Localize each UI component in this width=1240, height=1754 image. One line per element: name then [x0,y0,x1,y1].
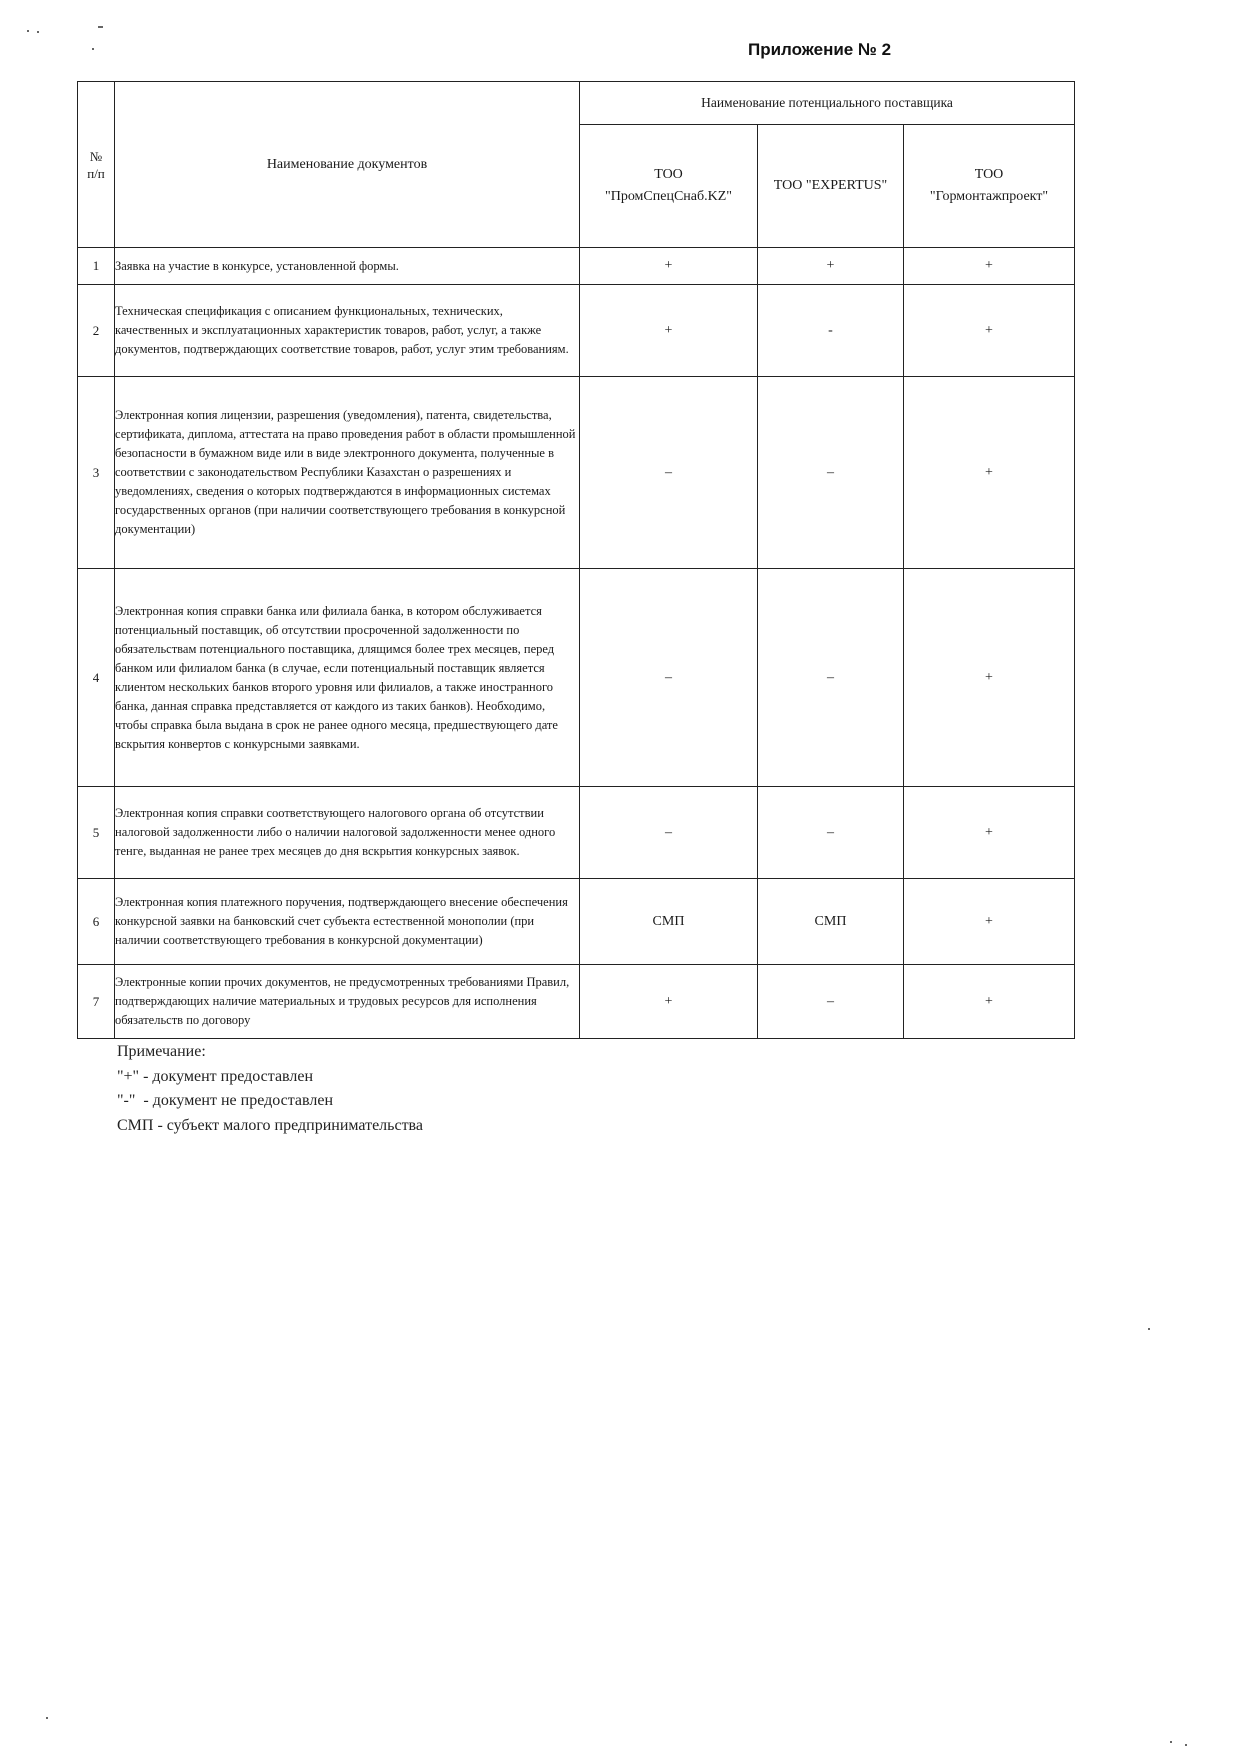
company-3-line2: "Гормонтажпроект" [929,189,1049,204]
scan-speck [1148,1328,1150,1330]
row-number: 5 [78,787,115,879]
mark-company-3: + [904,879,1075,965]
row-number: 2 [78,285,115,377]
company-1-line2: "ПромСпецСнаб.KZ" [605,189,732,204]
scan-speck [1185,1744,1187,1746]
mark-company-2: - [758,285,904,377]
document-name: Электронная копия лицензии, разрешения (уведомления), патента, свидетельства, сертификата, диплома, аттестата на право проведения работ в области промышленной безопасности в бумажном виде или в виде электронного документа, полученные в соответствии с законодательством Республики Казахстан о разрешениях и уведомлениях, сведения о которых подтверждаются в информационных системах государственных органов (при наличии соответствующего требования в конкурсной документации) [115,377,580,569]
company-2-line1: ТОО "EXPERTUS" [773,178,888,193]
column-header-number [78,82,115,248]
scan-speck [27,30,29,32]
table-row [78,787,1075,879]
row-number: 3 [78,377,115,569]
mark-company-3: + [904,285,1075,377]
mark-company-2: – [758,377,904,569]
scan-speck [37,31,39,33]
mark-company-1: + [580,965,758,1039]
document-name: Техническая спецификация с описанием функциональных, технических, качественных и эксплуатационных характеристик товаров, работ, услуг, а также документов, подтверждающих соответствие товаров, работ, услуг этим требованиям. [115,285,580,377]
company-3-line1: ТОО [974,167,1004,182]
table-row [78,879,1075,965]
table-row [78,248,1075,285]
number-sign: № [89,148,103,164]
document-name: Электронная копия платежного поручения, подтверждающего внесение обеспечения конкурсной заявки на банковский счет субъекта естественной монополии (при наличии соответствующего требования в конкурсной документации) [115,879,580,965]
notes-title: Примечание: [117,1043,206,1060]
mark-company-1: СМП [580,879,758,965]
column-header-supplier-group: Наименование потенциального поставщика [580,82,1075,125]
mark-company-3: + [904,965,1075,1039]
mark-company-1: – [580,569,758,787]
table-row [78,965,1075,1039]
mark-company-3: + [904,569,1075,787]
note-smp: СМП - субъект малого предпринимательства [117,1116,423,1134]
scan-speck [92,48,94,50]
notes-block [117,1040,423,1138]
scan-speck [98,26,103,28]
row-number: 1 [78,248,115,285]
mark-company-1: – [580,787,758,879]
row-number: 4 [78,569,115,787]
row-number: 7 [78,965,115,1039]
table-row [78,285,1075,377]
mark-company-1: + [580,248,758,285]
header-row [78,82,1075,125]
note-plus: "+" - документ предоставлен [117,1067,314,1085]
mark-company-2: СМП [758,879,904,965]
company-header-1 [580,125,758,248]
table-row [78,377,1075,569]
document-name: Электронная копия справки банка или филиала банка, в котором обслуживается потенциальный поставщик, об отсутствии просроченной задолженности по обязательствам потенциального поставщика, длящимся более трех месяцев, перед банком или филиалом банка (в случае, если потенциальный поставщик является клиентом нескольких банков второго уровня или филиалов, а также иностранного банка, данная справка представляется от каждого из таких банков). Необходимо, чтобы справка была выдана в срок не ранее одного месяца, предшествующего дате вскрытия конвертов с конкурсными заявками. [115,569,580,787]
mark-company-1: + [580,285,758,377]
documents-table [77,81,1075,1039]
mark-company-2: – [758,569,904,787]
mark-company-2: – [758,787,904,879]
row-number: 6 [78,879,115,965]
document-name: Электронная копия справки соответствующего налогового органа об отсутствии налоговой задолженности либо о наличии налоговой задолженности менее одного тенге, выданная не ранее трех месяцев до дня вскрытия конкурсных заявок. [115,787,580,879]
company-header-3 [904,125,1075,248]
table-row [78,569,1075,787]
company-header-2 [758,125,904,248]
mark-company-2: – [758,965,904,1039]
mark-company-1: – [580,377,758,569]
document-name: Электронные копии прочих документов, не предусмотренных требованиями Правил, подтверждающих наличие материальных и трудовых ресурсов для исполнения обязательств по договору [115,965,580,1039]
mark-company-3: + [904,248,1075,285]
mark-company-3: + [904,377,1075,569]
column-header-documents: Наименование документов [115,82,580,248]
scan-speck [46,1717,48,1719]
company-1-line1: ТОО [654,167,683,182]
appendix-title: Приложение № 2 [748,40,892,59]
number-abbrev: п/п [87,165,105,181]
document-name: Заявка на участие в конкурсе, установленной формы. [115,248,580,285]
note-minus: "-" - документ не предоставлен [117,1092,334,1109]
mark-company-3: + [904,787,1075,879]
mark-company-2: + [758,248,904,285]
scan-speck [1170,1741,1172,1743]
